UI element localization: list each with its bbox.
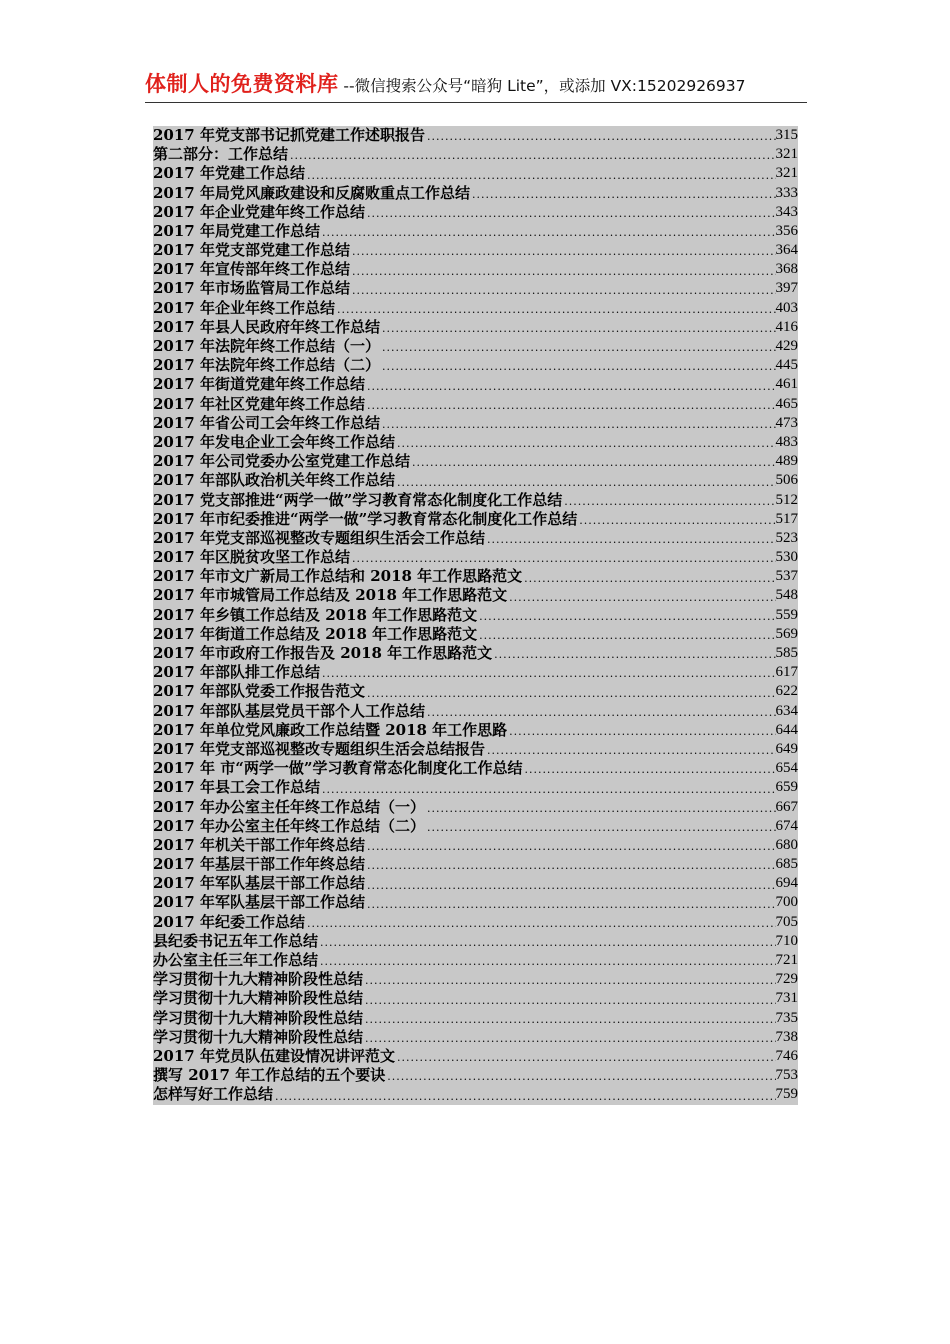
toc-entry[interactable] [153, 682, 798, 701]
toc-entry-title: 2017 年局党建工作总结 [153, 221, 320, 240]
toc-entry-page: 585 [775, 645, 798, 662]
toc-entry[interactable] [153, 318, 798, 337]
toc-dot-leader [522, 572, 775, 587]
toc-entry[interactable] [153, 740, 798, 759]
toc-entry[interactable] [153, 491, 798, 510]
toc-entry[interactable] [153, 913, 798, 932]
toc-entry-title: 2017 年基层干部工作年终总结 [153, 855, 365, 874]
toc-entry-page: 512 [775, 491, 798, 508]
toc-entry[interactable] [153, 414, 798, 433]
toc-dot-leader [305, 169, 776, 184]
toc-entry-page: 694 [775, 875, 798, 892]
toc-dot-leader [350, 552, 776, 567]
toc-entry-page: 731 [775, 990, 798, 1007]
toc-dot-leader [273, 1090, 775, 1105]
toc-entry-title: 2017 年党支部巡视整改专题组织生活会工作总结 [153, 528, 485, 547]
toc-entry-title: 2017 年市政府工作报告及 2018 年工作思路范文 [153, 644, 493, 663]
toc-dot-leader [363, 1013, 775, 1028]
toc-dot-leader [305, 917, 776, 932]
toc-entry-title: 2017 年局党风廉政建设和反腐败重点工作总结 [153, 183, 470, 202]
toc-entry-title: 县纪委书记五年工作总结 [153, 931, 319, 950]
toc-dot-leader [365, 207, 776, 222]
toc-entry[interactable] [153, 548, 798, 567]
toc-entry-title: 2017 年党支部巡视整改专题组织生活会总结报告 [153, 740, 485, 758]
toc-entry-title: 学习贯彻十九大精神阶段性总结 [153, 989, 364, 1008]
toc-entry[interactable] [153, 375, 798, 394]
toc-entry-page: 429 [775, 338, 798, 355]
toc-entry-title: 办公室主任三年工作总结 [153, 951, 319, 970]
toc-dot-leader [363, 994, 775, 1009]
toc-entry-title: 2017 年部队党委工作报告范文 [153, 682, 365, 701]
toc-entry-page: 465 [775, 395, 798, 412]
toc-dot-leader [335, 303, 776, 318]
toc-dot-leader [395, 476, 776, 491]
toc-entry[interactable] [153, 126, 798, 145]
toc-entry[interactable] [153, 702, 798, 721]
toc-dot-leader [410, 456, 776, 471]
toc-entry-title: 2017 年办公室主任年终工作总结（一） [153, 797, 425, 816]
toc-entry[interactable] [153, 1085, 798, 1104]
header-divider [145, 102, 807, 103]
toc-entry-title: 2017 年办公室主任年终工作总结（二） [153, 816, 425, 835]
toc-entry-page: 445 [775, 357, 798, 374]
toc-entry-title: 2017 年县工会工作总结 [153, 778, 320, 797]
toc-dot-leader [425, 706, 776, 721]
toc-dot-leader [288, 149, 775, 164]
toc-entry-title: 2017 年部队排工作总结 [153, 663, 320, 682]
toc-entry-page: 634 [775, 702, 798, 719]
toc-entry[interactable] [153, 721, 798, 740]
toc-dot-leader [485, 533, 776, 548]
toc-entry-title: 2017 年部队政治机关年终工作总结 [153, 471, 395, 490]
toc-entry-page: 759 [775, 1086, 798, 1103]
toc-entry-page: 368 [775, 261, 798, 278]
toc-entry[interactable] [153, 529, 798, 548]
toc-dot-leader [380, 322, 776, 337]
toc-entry-page: 403 [775, 299, 798, 316]
toc-entry-title: 2017 年军队基层干部工作总结 [153, 893, 365, 912]
toc-entry[interactable] [153, 951, 798, 970]
toc-entry-title: 2017 年企业党建年终工作总结 [153, 202, 365, 221]
toc-entry-title: 学习贯彻十九大精神阶段性总结 [153, 1008, 364, 1027]
toc-entry-title: 2017 年党支部书记抓党建工作述职报告 [153, 126, 425, 144]
toc-entry-title: 2017 年市文广新局工作总结和 2018 年工作思路范文 [153, 567, 523, 586]
toc-entry-page: 700 [775, 894, 798, 911]
toc-entry-title: 2017 年公司党委办公室党建工作总结 [153, 452, 410, 471]
toc-entry-page: 680 [775, 836, 798, 853]
toc-entry-title: 2017 年党建工作总结 [153, 164, 305, 183]
toc-entry[interactable] [153, 203, 798, 222]
toc-entry[interactable] [153, 894, 798, 913]
header-brand: 体制人的免费资料库 [145, 72, 339, 96]
toc-dot-leader [365, 687, 776, 702]
toc-entry-page: 659 [775, 779, 798, 796]
toc-entry-title: 怎样写好工作总结 [153, 1085, 274, 1104]
toc-entry-page: 530 [775, 549, 798, 566]
toc-entry-title: 2017 年纪委工作总结 [153, 912, 305, 931]
toc-dot-leader [350, 265, 776, 280]
toc-dot-leader [395, 437, 776, 452]
toc-entry[interactable] [153, 222, 798, 241]
toc-entry[interactable] [153, 759, 798, 778]
toc-entry[interactable] [153, 241, 798, 260]
toc-entry-page: 685 [775, 856, 798, 873]
toc-dot-leader [320, 667, 776, 682]
toc-entry-title: 2017 年军队基层干部工作总结 [153, 874, 365, 893]
toc-entry-page: 735 [775, 1009, 798, 1026]
toc-dot-leader [425, 130, 776, 145]
toc-dot-leader [320, 783, 776, 798]
toc-dot-leader [485, 744, 776, 759]
toc-entry-title: 2017 年法院年终工作总结（一） [153, 337, 380, 356]
toc-entry[interactable] [153, 817, 798, 836]
toc-dot-leader [365, 840, 776, 855]
toc-entry-page: 523 [775, 529, 798, 546]
toc-entry-page: 710 [775, 932, 798, 949]
toc-dot-leader [320, 226, 776, 241]
toc-entry-title: 2017 年机关干部工作年终总结 [153, 835, 365, 854]
toc-entry-title: 2017 年发电企业工会年终工作总结 [153, 433, 395, 451]
toc-entry[interactable] [153, 260, 798, 279]
toc-entry[interactable] [153, 356, 798, 375]
toc-entry-page: 753 [775, 1067, 798, 1084]
toc-entry-title: 2017 年宣传部年终工作总结 [153, 260, 350, 279]
toc-dot-leader [365, 399, 776, 414]
toc-entry-title: 2017 年法院年终工作总结（二） [153, 356, 380, 375]
toc-entry[interactable] [153, 1066, 798, 1085]
toc-dot-leader [363, 1032, 775, 1047]
toc-entry[interactable] [153, 184, 798, 203]
toc-entry[interactable] [153, 452, 798, 471]
toc-dot-leader [577, 514, 775, 529]
toc-entry-page: 321 [775, 165, 798, 182]
toc-dot-leader [477, 610, 775, 625]
toc-entry-page: 644 [775, 721, 798, 738]
toc-dot-leader [562, 495, 775, 510]
toc-entry-page: 705 [775, 913, 798, 930]
toc-dot-leader [507, 591, 775, 606]
toc-entry[interactable] [153, 587, 798, 606]
toc-entry-page: 315 [775, 126, 798, 143]
toc-entry-title: 2017 年部队基层党员干部个人工作总结 [153, 701, 425, 720]
toc-entry[interactable] [153, 663, 798, 682]
toc-entry-page: 461 [775, 376, 798, 393]
toc-dot-leader [363, 974, 775, 989]
toc-dot-leader [522, 763, 775, 778]
toc-entry-page: 364 [775, 242, 798, 259]
toc-entry-page: 416 [775, 318, 798, 335]
toc-dot-leader [365, 859, 776, 874]
toc-dot-leader [380, 418, 776, 433]
toc-entry[interactable] [153, 874, 798, 893]
toc-entry-page: 333 [775, 184, 798, 201]
toc-dot-leader [318, 936, 775, 951]
toc-dot-leader [380, 341, 776, 356]
toc-entry[interactable] [153, 395, 798, 414]
toc-entry[interactable] [153, 164, 798, 183]
toc-entry-title: 2017 党支部推进“两学一做”学习教育常态化制度化工作总结 [153, 490, 563, 509]
page-header [145, 68, 810, 102]
toc-entry-page: 397 [775, 280, 798, 297]
toc-entry-title: 2017 年街道工作总结及 2018 年工作思路范文 [153, 624, 478, 643]
toc-entry-title: 2017 年 市“两学一做”学习教育常态化制度化工作总结 [153, 759, 523, 778]
toc-entry[interactable] [153, 337, 798, 356]
toc-entry-title: 2017 年市纪委推进“两学一做”学习教育常态化制度化工作总结 [153, 509, 578, 528]
toc-entry[interactable] [153, 989, 798, 1008]
toc-entry-page: 356 [775, 222, 798, 239]
toc-entry[interactable] [153, 855, 798, 874]
toc-dot-leader [380, 360, 776, 375]
toc-dot-leader [425, 802, 776, 817]
toc-entry[interactable] [153, 606, 798, 625]
toc-dot-leader [507, 725, 775, 740]
toc-entry-title: 2017 年区脱贫攻坚工作总结 [153, 548, 350, 567]
toc-entry-page: 506 [775, 472, 798, 489]
header-subtitle: --微信搜索公众号“暗狗 Lite”，或添加 VX:15202926937 [338, 77, 746, 95]
toc-entry[interactable] [153, 778, 798, 797]
toc-entry[interactable] [153, 625, 798, 644]
toc-entry-page: 473 [775, 414, 798, 431]
toc-entry-title: 2017 年街道党建年终工作总结 [153, 375, 365, 394]
toc-entry[interactable] [153, 471, 798, 490]
toc-entry-page: 617 [775, 664, 798, 681]
toc-dot-leader [350, 284, 776, 299]
toc-entry[interactable] [153, 280, 798, 299]
toc-dot-leader [365, 898, 776, 913]
toc-dot-leader [365, 380, 776, 395]
toc-dot-leader [395, 1051, 776, 1066]
toc-entry[interactable] [153, 510, 798, 529]
toc-entry[interactable] [153, 567, 798, 586]
toc-entry-title: 2017 年社区党建年终工作总结 [153, 394, 365, 413]
toc-entry-title: 2017 年市城管局工作总结及 2018 年工作思路范文 [153, 586, 508, 605]
toc-entry-page: 483 [775, 433, 798, 450]
toc-entry-page: 654 [775, 760, 798, 777]
toc-entry-title: 第二部分：工作总结 [153, 145, 289, 164]
toc-entry-page: 721 [775, 952, 798, 969]
toc-dot-leader [318, 955, 775, 970]
toc-dot-leader [477, 629, 775, 644]
toc-dot-leader [365, 879, 776, 894]
toc-entry-title: 2017 年县人民政府年终工作总结 [153, 317, 380, 336]
toc-entry[interactable] [153, 836, 798, 855]
toc-dot-leader [492, 648, 775, 663]
toc-entry-title: 2017 年党支部党建工作总结 [153, 241, 350, 260]
toc-entry-page: 537 [775, 568, 798, 585]
toc-entry[interactable] [153, 1028, 798, 1047]
toc-entry[interactable] [153, 970, 798, 989]
toc-entry[interactable] [153, 145, 798, 164]
toc-entry-title: 2017 年乡镇工作总结及 2018 年工作思路范文 [153, 605, 478, 624]
toc-entry-page: 729 [775, 971, 798, 988]
toc-entry-page: 622 [775, 683, 798, 700]
toc-entry-title: 撰写 2017 年工作总结的五个要诀 [153, 1066, 386, 1085]
toc-entry[interactable] [153, 299, 798, 318]
toc-dot-leader [350, 245, 776, 260]
toc-dot-leader [425, 821, 776, 836]
toc-entry[interactable] [153, 433, 798, 452]
toc-entry[interactable] [153, 1009, 798, 1028]
toc-entry-page: 517 [775, 510, 798, 527]
toc-entry-page: 649 [775, 740, 798, 757]
toc-entry-page: 321 [775, 146, 798, 163]
toc-entry-title: 2017 年单位党风廉政工作总结暨 2018 年工作思路 [153, 720, 508, 739]
toc-entry-page: 746 [775, 1047, 798, 1064]
toc-entry[interactable] [153, 1047, 798, 1066]
toc-entry-page: 569 [775, 625, 798, 642]
toc-entry-page: 548 [775, 587, 798, 604]
table-of-contents [153, 126, 798, 1105]
toc-entry[interactable] [153, 798, 798, 817]
toc-entry-title: 2017 年省公司工会年终工作总结 [153, 413, 380, 432]
toc-entry-title: 2017 年市场监管局工作总结 [153, 279, 350, 298]
toc-entry-page: 674 [775, 817, 798, 834]
toc-entry-page: 738 [775, 1028, 798, 1045]
toc-dot-leader [385, 1070, 775, 1085]
toc-entry[interactable] [153, 932, 798, 951]
toc-entry-title: 2017 年党员队伍建设情况讲评范文 [153, 1047, 395, 1065]
toc-entry-title: 2017 年企业年终工作总结 [153, 298, 335, 317]
toc-entry-page: 343 [775, 203, 798, 220]
toc-entry[interactable] [153, 644, 798, 663]
toc-dot-leader [470, 188, 776, 203]
toc-entry-page: 559 [775, 606, 798, 623]
toc-entry-title: 学习贯彻十九大精神阶段性总结 [153, 970, 364, 989]
toc-entry-title: 学习贯彻十九大精神阶段性总结 [153, 1027, 364, 1046]
toc-entry-page: 489 [775, 453, 798, 470]
toc-entry-page: 667 [775, 798, 798, 815]
